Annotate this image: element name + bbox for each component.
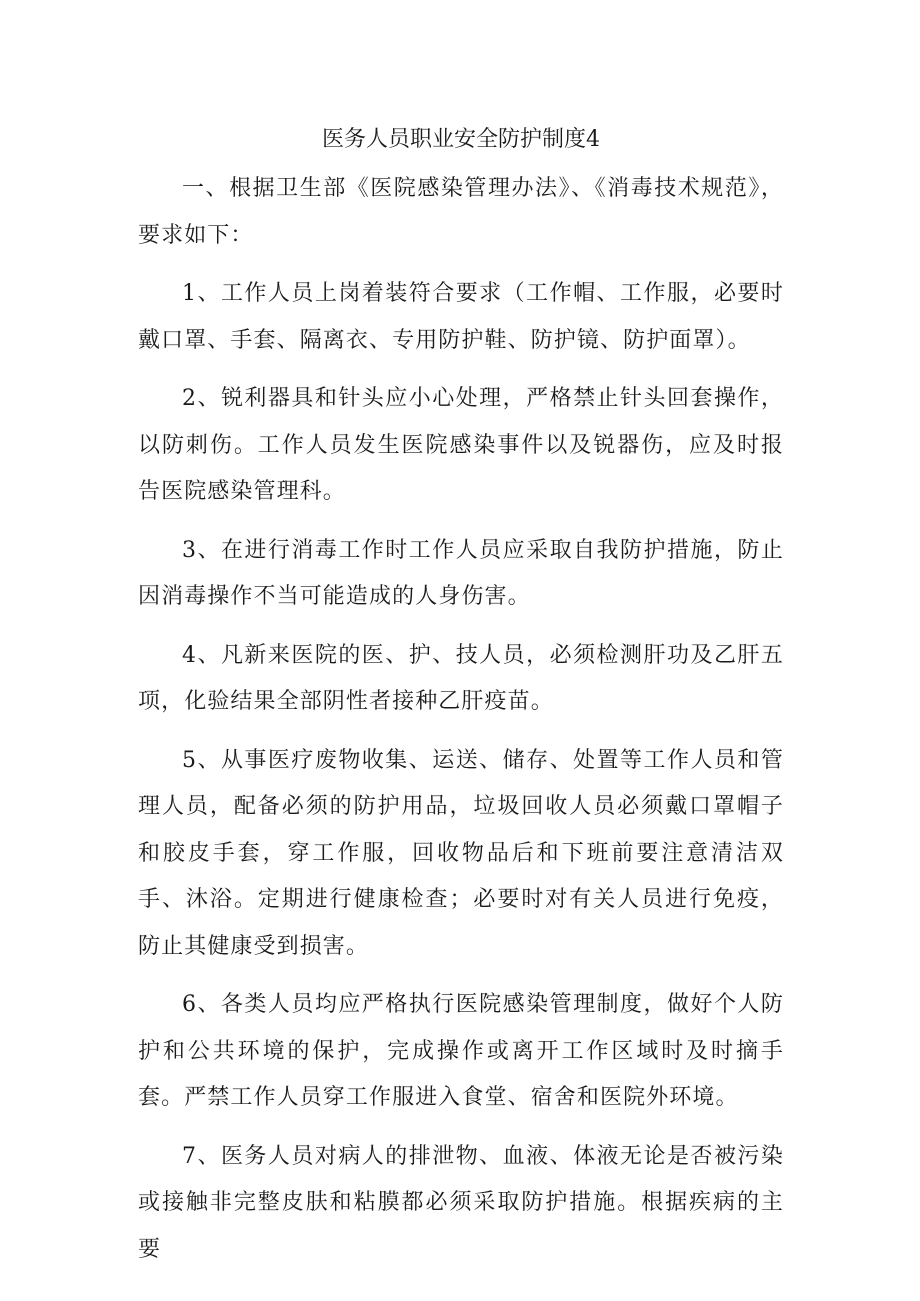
rule-paragraph-1: 1、工作人员上岗着装符合要求（工作帽、工作服，必要时戴口罩、手套、隔离衣、专用防护鞋、防护镜、防护面罩）。: [138, 281, 784, 353]
document-page: [138, 118, 784, 1273]
intro-paragraph: 一、根据卫生部《医院感染管理办法》、《消毒技术规范》，要求如下：: [138, 176, 784, 248]
rule-paragraph-7: 7、医务人员对病人的排泄物、血液、体液无论是否被污染或接触非完整皮肤和粘膜都必须采取防护措施。根据疾病的主要: [138, 1143, 784, 1262]
rule-paragraph-4: 4、凡新来医院的医、护、技人员，必须检测肝功及乙肝五项，化验结果全部阴性者接种乙肝疫苗。: [138, 642, 784, 714]
rule-paragraph-5: 5、从事医疗废物收集、运送、储存、处置等工作人员和管理人员，配备必须的防护用品，垃圾回收人员必须戴口罩帽子和胶皮手套，穿工作服，回收物品后和下班前要注意清洁双手、沐浴。定期进行健康检查；必要时对有关人员进行免疫，防止其健康受到损害。: [138, 747, 784, 959]
rule-paragraph-2: 2、锐利器具和针头应小心处理，严格禁止针头回套操作，以防刺伤。工作人员发生医院感染事件以及锐器伤，应及时报告医院感染管理科。: [138, 386, 784, 504]
rule-paragraph-3: 3、在进行消毒工作时工作人员应采取自我防护措施，防止因消毒操作不当可能造成的人身伤害。: [138, 537, 784, 609]
rule-paragraph-6: 6、各类人员均应严格执行医院感染管理制度，做好个人防护和公共环境的保护，完成操作或离开工作区域时及时摘手套。严禁工作人员穿工作服进入食堂、宿舍和医院外环境。: [138, 992, 784, 1110]
document-title: 医务人员职业安全防护制度4: [322, 127, 600, 152]
